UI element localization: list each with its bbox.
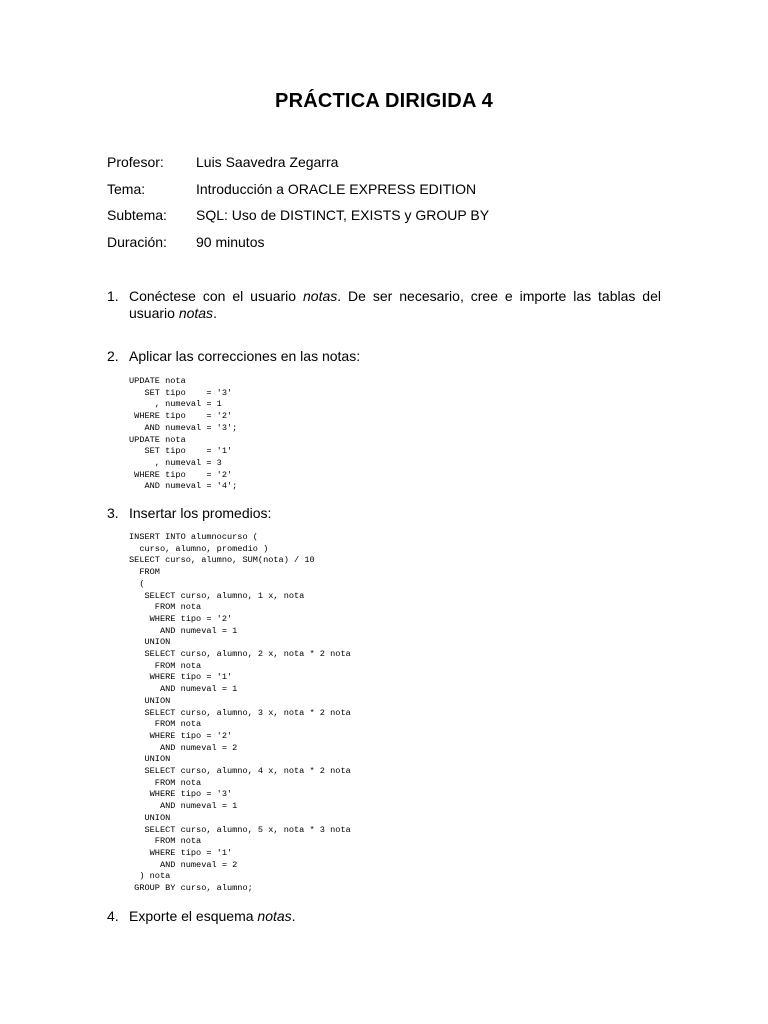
meta-row-profesor [107, 153, 489, 180]
meta-label: Subtema: [107, 207, 167, 223]
item-text-part: . [291, 908, 296, 924]
item-text-emphasis: notas [257, 908, 292, 924]
list-item-2 [107, 348, 661, 365]
meta-value: Luis Saavedra Zegarra [196, 154, 339, 170]
item-number: 4. [107, 908, 119, 924]
item-number: 3. [107, 505, 119, 521]
header-info [107, 153, 489, 259]
item-text-part: Exporte el esquema [129, 908, 258, 924]
list-item-4 [107, 908, 661, 925]
item-text-part: Conéctese con el usuario [129, 288, 303, 304]
item-text-emphasis: notas [178, 304, 214, 321]
meta-row-duracion [107, 233, 489, 260]
meta-label: Tema: [107, 180, 146, 197]
list-item-3 [107, 505, 661, 522]
item-text [129, 288, 661, 321]
meta-row-tema [107, 180, 489, 207]
item-text [129, 908, 661, 925]
code-block-insert: INSERT INTO alumnocurso ( curso, alumno, promedio ) SELECT curso, alumno, SUM(nota) / 10 FROM ( SELECT curso, alumno, 1 x, nota FROM nota WHERE tipo = '2' AND numeval = 1 UNION SELECT curso, alumno, 2 x, nota * 2 nota FROM nota WHERE tipo = '1' AND numeval = 1 UNION SELECT curso, alumno, 3 x, nota * 2 nota FROM nota WHERE tipo = '2' AND numeval = 2 UNION SELECT curso, alumno, 4 x, nota * 2 nota FROM nota WHERE tipo = '3' AND numeval = 1 UNION SELECT curso, alumno, 5 x, nota * 3 nota FROM nota WHERE tipo = '1' AND numeval = 2 ) nota GROUP BY curso, alumno; [129, 532, 351, 894]
meta-label: Duración: [107, 233, 167, 250]
meta-label: Profesor: [107, 154, 164, 170]
item-text: Insertar los promedios: [129, 505, 272, 521]
meta-value: Introducción a ORACLE EXPRESS EDITION [196, 180, 477, 197]
item-text-emphasis: notas [303, 288, 338, 304]
meta-row-subtema [107, 206, 489, 233]
meta-value: 90 minutos [196, 233, 265, 250]
item-text-part: . [213, 304, 217, 321]
page-title: PRÁCTICA DIRIGIDA 4 [275, 90, 493, 112]
meta-value: SQL: Uso de DISTINCT, EXISTS y GROUP BY [196, 207, 490, 223]
item-number: 1. [107, 288, 119, 304]
item-text-part: . De ser necesario, cree e importe las tablas del usuario [129, 288, 661, 321]
item-text: Aplicar las correcciones en las notas: [129, 348, 361, 364]
item-number: 2. [107, 348, 119, 364]
list-item-1 [107, 288, 661, 321]
code-block-updates: UPDATE nota SET tipo = '3' , numeval = 1 WHERE tipo = '2' AND numeval = '3'; UPDATE nota SET tipo = '1' , numeval = 3 WHERE tipo = '2' AND numeval = '4'; [129, 376, 238, 492]
